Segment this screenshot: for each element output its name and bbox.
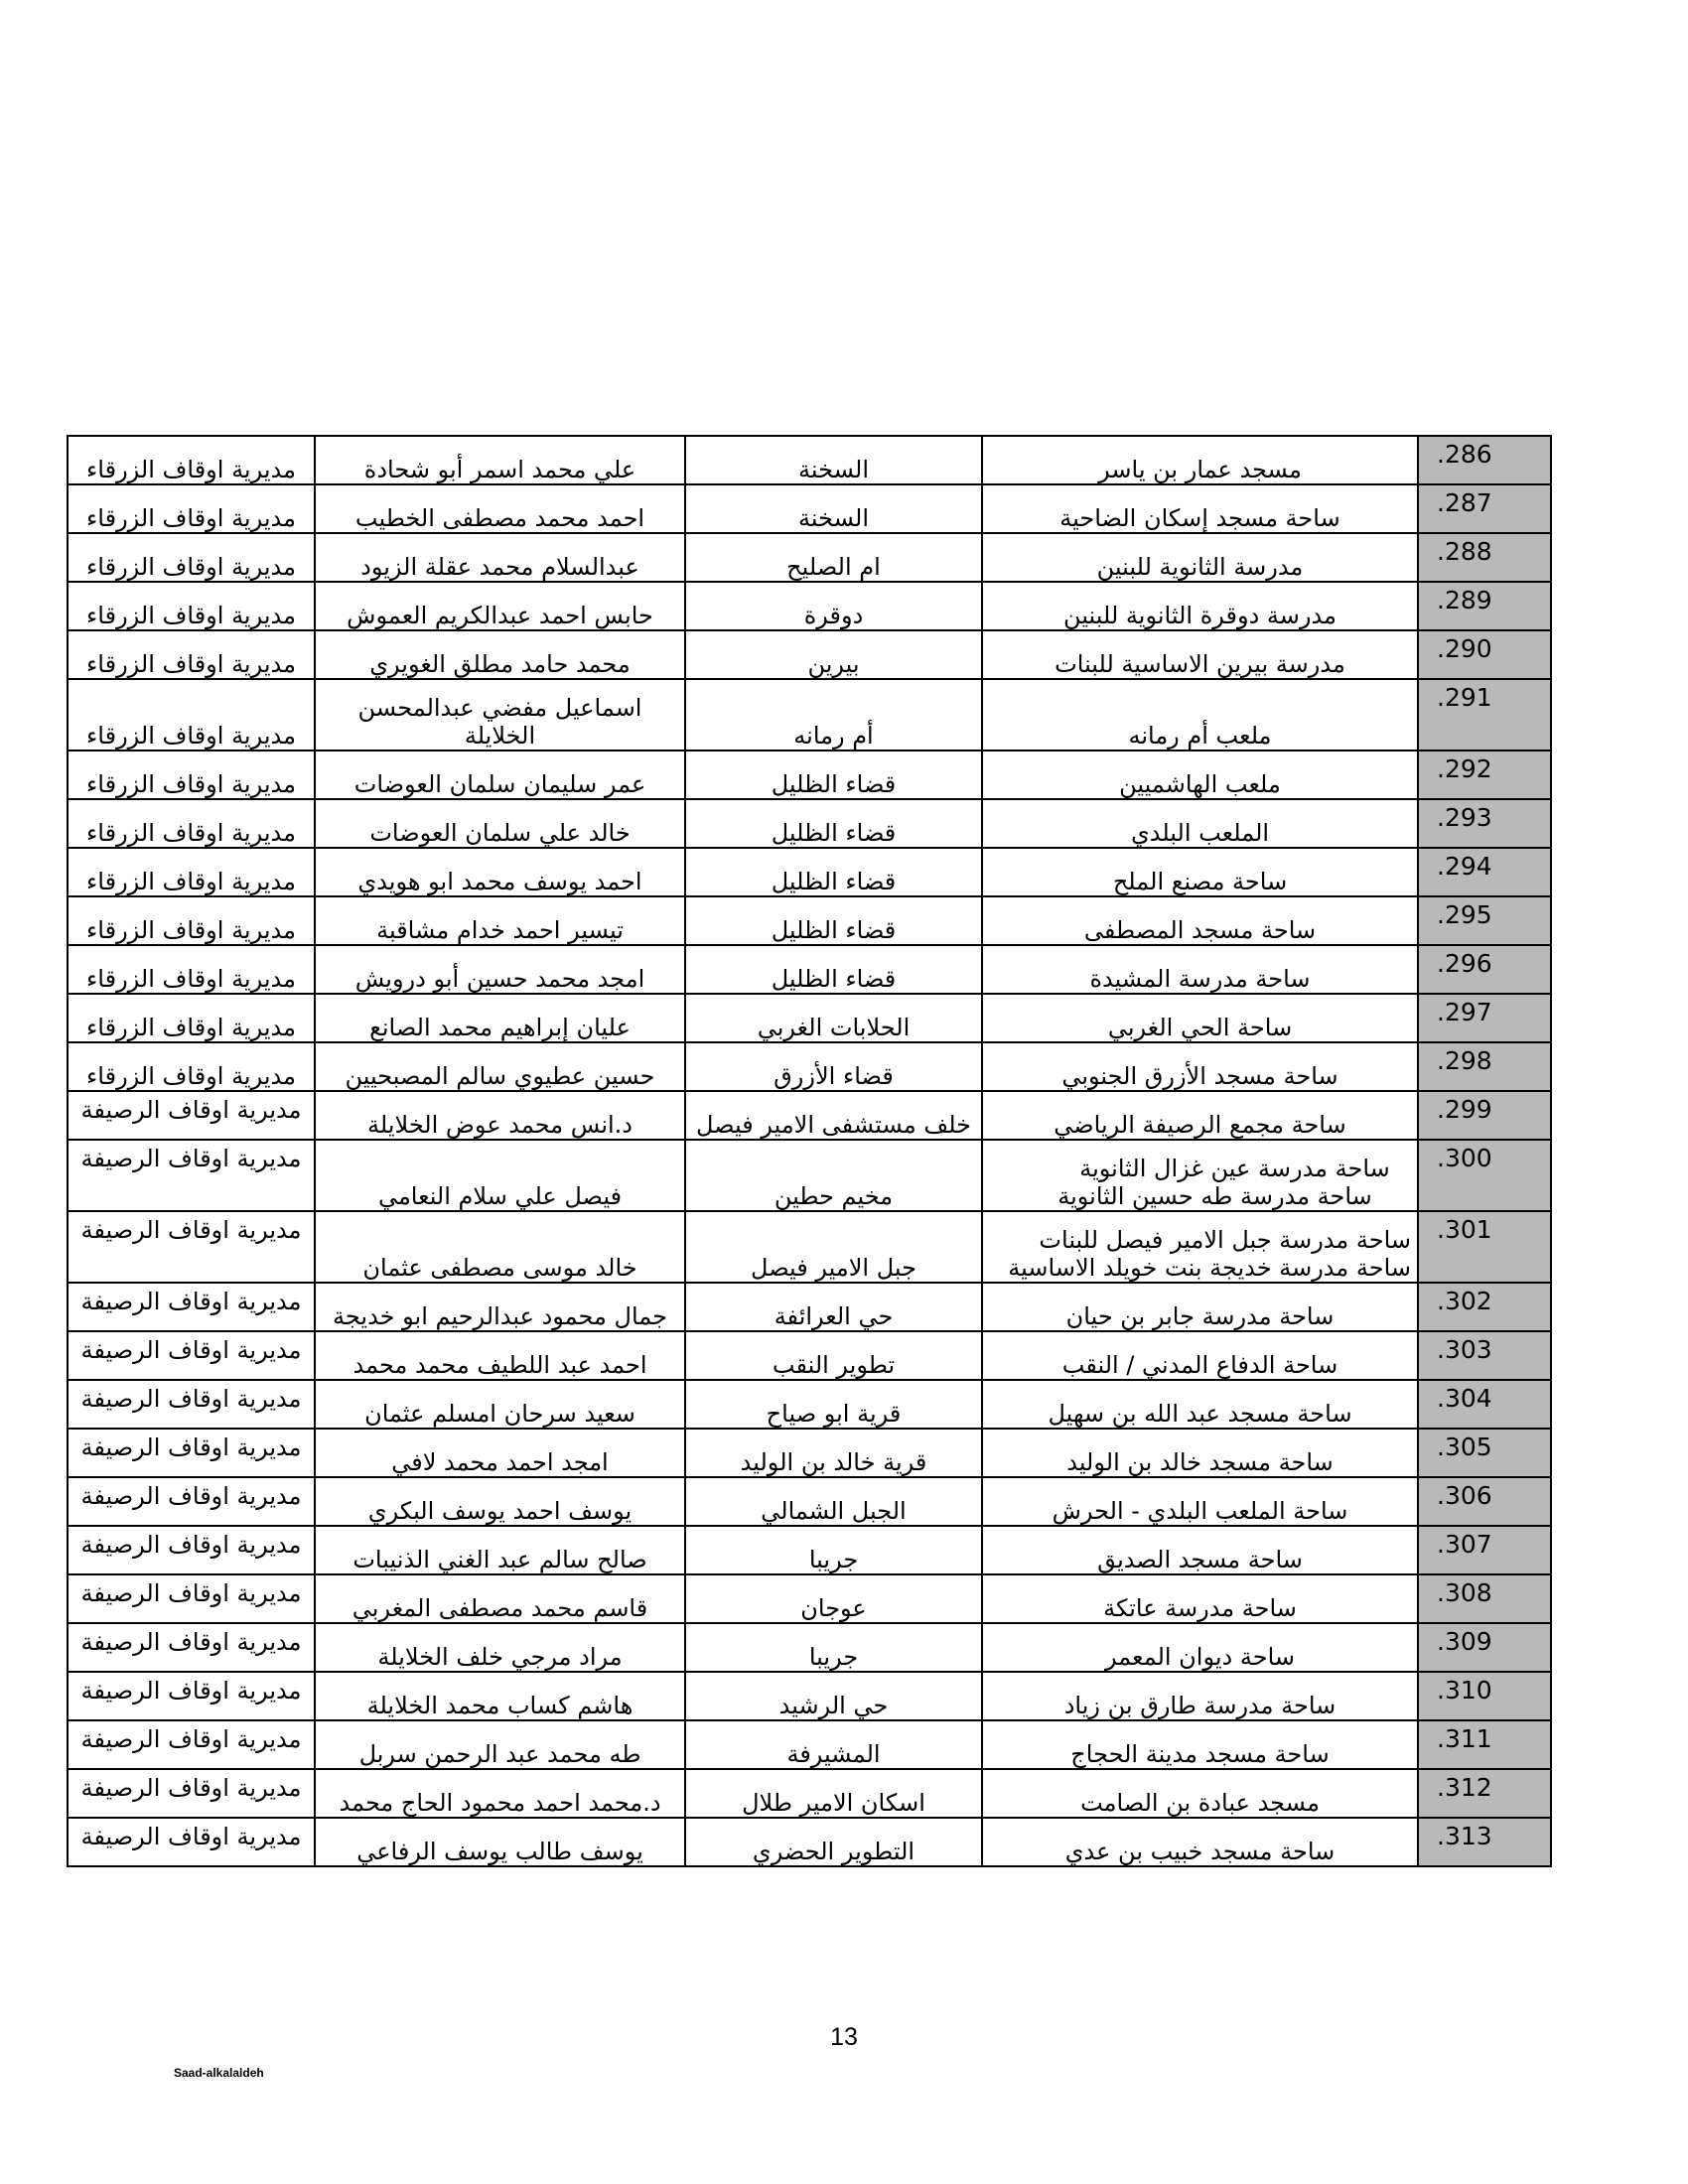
person-cell: د.انس محمد عوض الخلايلة (315, 1091, 685, 1140)
person-cell: صالح سالم عبد الغني الذنيبات (315, 1526, 685, 1574)
table-row (68, 436, 1551, 484)
person-cell (315, 679, 685, 751)
table-row (68, 1769, 1551, 1818)
site-cell: ساحة الدفاع المدني / النقب (982, 1331, 1418, 1380)
table-row (68, 1380, 1551, 1429)
table-row (68, 582, 1551, 630)
site-cell: ساحة مسجد الأزرق الجنوبي (982, 1042, 1418, 1091)
table-row (68, 994, 1551, 1042)
row-number: .291 (1418, 679, 1551, 751)
person-cell: يوسف طالب يوسف الرفاعي (315, 1818, 685, 1866)
page-number: 13 (830, 2023, 858, 2051)
site-cell: مسجد عبادة بن الصامت (982, 1769, 1418, 1818)
site-cell: ساحة مسجد خالد بن الوليد (982, 1429, 1418, 1477)
site-cell: ساحة مجمع الرصيفة الرياضي (982, 1091, 1418, 1140)
cell-line: ساحة مدرسة طه حسين الثانوية (1057, 1182, 1372, 1210)
row-number: .309 (1418, 1623, 1551, 1672)
row-number: .310 (1418, 1672, 1551, 1720)
directorate-cell: مديرية اوقاف الرصيفة (68, 1623, 315, 1672)
table-row (68, 630, 1551, 679)
cell-line: اسماعيل مفضي عبدالمحسن (357, 694, 642, 722)
person-cell: قاسم محمد مصطفى المغربي (315, 1574, 685, 1623)
directorate-cell: مديرية اوقاف الزرقاء (68, 994, 315, 1042)
table-row (68, 533, 1551, 582)
person-cell: مراد مرجي خلف الخلايلة (315, 1623, 685, 1672)
row-number: .287 (1418, 484, 1551, 533)
row-number: .302 (1418, 1283, 1551, 1331)
row-number: .303 (1418, 1331, 1551, 1380)
area-cell: خلف مستشفى الامير فيصل (685, 1091, 982, 1140)
table-row (68, 1091, 1551, 1140)
site-cell: ساحة مسجد المصطفى (982, 896, 1418, 945)
row-number: .306 (1418, 1477, 1551, 1526)
table-row (68, 848, 1551, 896)
table-row (68, 679, 1551, 751)
person-cell: طه محمد عبد الرحمن سربل (315, 1720, 685, 1769)
table-row (68, 945, 1551, 994)
area-cell: ام الصليح (685, 533, 982, 582)
person-cell: تيسير احمد خدام مشاقبة (315, 896, 685, 945)
directorate-cell: مديرية اوقاف الرصيفة (68, 1140, 315, 1211)
table-row (68, 1672, 1551, 1720)
row-number: .298 (1418, 1042, 1551, 1091)
area-cell: دوقرة (685, 582, 982, 630)
area-cell: عوجان (685, 1574, 982, 1623)
site-cell: مسجد عمار بن ياسر (982, 436, 1418, 484)
person-cell: سعيد سرحان امسلم عثمان (315, 1380, 685, 1429)
row-number: .293 (1418, 799, 1551, 848)
directorate-cell: مديرية اوقاف الزرقاء (68, 945, 315, 994)
area-cell: حي الرشيد (685, 1672, 982, 1720)
row-number: .312 (1418, 1769, 1551, 1818)
row-number: .299 (1418, 1091, 1551, 1140)
area-cell: قضاء الظليل (685, 799, 982, 848)
site-cell: ساحة مسجد الصديق (982, 1526, 1418, 1574)
area-cell: قضاء الظليل (685, 945, 982, 994)
table-row (68, 896, 1551, 945)
cell-line: الخلايلة (464, 722, 536, 750)
directorate-cell: مديرية اوقاف الزرقاء (68, 679, 315, 751)
site-cell: ساحة مدرسة جابر بن حيان (982, 1283, 1418, 1331)
directorate-cell: مديرية اوقاف الزرقاء (68, 533, 315, 582)
site-cell: ساحة مصنع الملح (982, 848, 1418, 896)
person-cell: جمال محمود عبدالرحيم ابو خديجة (315, 1283, 685, 1331)
person-cell: عبدالسلام محمد عقلة الزيود (315, 533, 685, 582)
table-row (68, 1574, 1551, 1623)
row-number: .300 (1418, 1140, 1551, 1211)
site-cell: ساحة مسجد خبيب بن عدي (982, 1818, 1418, 1866)
area-cell: قضاء الظليل (685, 848, 982, 896)
table-row (68, 1331, 1551, 1380)
site-cell (982, 1211, 1418, 1283)
area-cell: قرية ابو صياح (685, 1380, 982, 1429)
table-row (68, 1140, 1551, 1211)
table-row (68, 1526, 1551, 1574)
table-row (68, 799, 1551, 848)
directorate-cell: مديرية اوقاف الرصيفة (68, 1283, 315, 1331)
table-row (68, 1477, 1551, 1526)
directorate-cell: مديرية اوقاف الرصيفة (68, 1526, 315, 1574)
person-cell: احمد عبد اللطيف محمد محمد (315, 1331, 685, 1380)
site-cell: ساحة مدرسة عاتكة (982, 1574, 1418, 1623)
area-cell: أم رمانه (685, 679, 982, 751)
area-cell: قرية خالد بن الوليد (685, 1429, 982, 1477)
site-cell: ساحة ديوان المعمر (982, 1623, 1418, 1672)
person-cell: حابس احمد عبدالكريم العموش (315, 582, 685, 630)
person-cell: خالد موسى مصطفى عثمان (315, 1211, 685, 1283)
directorate-cell: مديرية اوقاف الزرقاء (68, 896, 315, 945)
area-cell: تطوير النقب (685, 1331, 982, 1380)
area-cell: السخنة (685, 436, 982, 484)
person-cell: احمد محمد مصطفى الخطيب (315, 484, 685, 533)
area-cell: الحلابات الغربي (685, 994, 982, 1042)
area-cell: التطوير الحضري (685, 1818, 982, 1866)
area-cell: جريبا (685, 1526, 982, 1574)
area-cell: جريبا (685, 1623, 982, 1672)
directorate-cell: مديرية اوقاف الرصيفة (68, 1331, 315, 1380)
site-cell: ساحة مسجد مدينة الحجاج (982, 1720, 1418, 1769)
person-cell: علي محمد اسمر أبو شحادة (315, 436, 685, 484)
author-footer: Saad-alkalaldeh (174, 2066, 264, 2080)
sites-table (67, 435, 1552, 1867)
person-cell: هاشم كساب محمد الخلايلة (315, 1672, 685, 1720)
person-cell: خالد علي سلمان العوضات (315, 799, 685, 848)
table-row (68, 1623, 1551, 1672)
person-cell: عمر سليمان سلمان العوضات (315, 751, 685, 799)
row-number: .313 (1418, 1818, 1551, 1866)
directorate-cell: مديرية اوقاف الزرقاء (68, 1042, 315, 1091)
table-row (68, 1429, 1551, 1477)
directorate-cell: مديرية اوقاف الرصيفة (68, 1380, 315, 1429)
directorate-cell: مديرية اوقاف الرصيفة (68, 1429, 315, 1477)
row-number: .304 (1418, 1380, 1551, 1429)
area-cell: السخنة (685, 484, 982, 533)
row-number: .297 (1418, 994, 1551, 1042)
row-number: .295 (1418, 896, 1551, 945)
site-cell: ساحة مدرسة طارق بن زياد (982, 1672, 1418, 1720)
directorate-cell: مديرية اوقاف الرصيفة (68, 1818, 315, 1866)
area-cell: قضاء الظليل (685, 896, 982, 945)
directorate-cell: مديرية اوقاف الزرقاء (68, 484, 315, 533)
table-row (68, 1042, 1551, 1091)
row-number: .288 (1418, 533, 1551, 582)
directorate-cell: مديرية اوقاف الرصيفة (68, 1477, 315, 1526)
person-cell: امجد محمد حسين أبو درويش (315, 945, 685, 994)
directorate-cell: مديرية اوقاف الرصيفة (68, 1769, 315, 1818)
directorate-cell: مديرية اوقاف الرصيفة (68, 1672, 315, 1720)
person-cell: محمد حامد مطلق الغويري (315, 630, 685, 679)
row-number: .308 (1418, 1574, 1551, 1623)
area-cell: الجبل الشمالي (685, 1477, 982, 1526)
site-cell (982, 1140, 1418, 1211)
table-row (68, 1818, 1551, 1866)
row-number: .311 (1418, 1720, 1551, 1769)
person-cell: حسين عطيوي سالم المصبحيين (315, 1042, 685, 1091)
person-cell: امجد احمد محمد لافي (315, 1429, 685, 1477)
site-cell: مدرسة بيرين الاساسية للبنات (982, 630, 1418, 679)
area-cell: اسكان الامير طلال (685, 1769, 982, 1818)
area-cell: حي العرائفة (685, 1283, 982, 1331)
row-number: .305 (1418, 1429, 1551, 1477)
person-cell: احمد يوسف محمد ابو هويدي (315, 848, 685, 896)
site-cell: ساحة مدرسة المشيدة (982, 945, 1418, 994)
area-cell: المشيرفة (685, 1720, 982, 1769)
directorate-cell: مديرية اوقاف الزرقاء (68, 848, 315, 896)
sites-table-body (68, 436, 1551, 1866)
row-number: .290 (1418, 630, 1551, 679)
table-row (68, 1211, 1551, 1283)
site-cell: ساحة مسجد إسكان الضاحية (982, 484, 1418, 533)
area-cell: مخيم حطين (685, 1140, 982, 1211)
area-cell: قضاء الأزرق (685, 1042, 982, 1091)
person-cell: فيصل علي سلام النعامي (315, 1140, 685, 1211)
cell-line: ساحة مدرسة خديجة بنت خويلد الاساسية (1008, 1254, 1411, 1282)
directorate-cell: مديرية اوقاف الرصيفة (68, 1574, 315, 1623)
row-number: .294 (1418, 848, 1551, 896)
area-cell: جبل الامير فيصل (685, 1211, 982, 1283)
table-row (68, 751, 1551, 799)
site-cell: ملعب أم رمانه (982, 679, 1418, 751)
person-cell: عليان إبراهيم محمد الصانع (315, 994, 685, 1042)
row-number: .296 (1418, 945, 1551, 994)
directorate-cell: مديرية اوقاف الزرقاء (68, 582, 315, 630)
site-cell: ساحة مسجد عبد الله بن سهيل (982, 1380, 1418, 1429)
row-number: .301 (1418, 1211, 1551, 1283)
site-cell: الملعب البلدي (982, 799, 1418, 848)
site-cell: مدرسة الثانوية للبنين (982, 533, 1418, 582)
row-number: .286 (1418, 436, 1551, 484)
site-cell: مدرسة دوقرة الثانوية للبنين (982, 582, 1418, 630)
directorate-cell: مديرية اوقاف الزرقاء (68, 799, 315, 848)
directorate-cell: مديرية اوقاف الرصيفة (68, 1211, 315, 1283)
table-row (68, 1720, 1551, 1769)
cell-line: ساحة مدرسة جبل الامير فيصل للبنات (1039, 1226, 1411, 1254)
directorate-cell: مديرية اوقاف الزرقاء (68, 751, 315, 799)
row-number: .292 (1418, 751, 1551, 799)
site-cell: ساحة الملعب البلدي - الحرش (982, 1477, 1418, 1526)
table-row (68, 1283, 1551, 1331)
person-cell: د.محمد احمد محمود الحاج محمد (315, 1769, 685, 1818)
site-cell: ملعب الهاشميين (982, 751, 1418, 799)
cell-line: ساحة مدرسة عين غزال الثانوية (1079, 1155, 1390, 1182)
directorate-cell: مديرية اوقاف الزرقاء (68, 630, 315, 679)
directorate-cell: مديرية اوقاف الرصيفة (68, 1091, 315, 1140)
directorate-cell: مديرية اوقاف الزرقاء (68, 436, 315, 484)
area-cell: قضاء الظليل (685, 751, 982, 799)
person-cell: يوسف احمد يوسف البكري (315, 1477, 685, 1526)
table-row (68, 484, 1551, 533)
site-cell: ساحة الحي الغربي (982, 994, 1418, 1042)
directorate-cell: مديرية اوقاف الرصيفة (68, 1720, 315, 1769)
row-number: .307 (1418, 1526, 1551, 1574)
row-number: .289 (1418, 582, 1551, 630)
area-cell: بيرين (685, 630, 982, 679)
